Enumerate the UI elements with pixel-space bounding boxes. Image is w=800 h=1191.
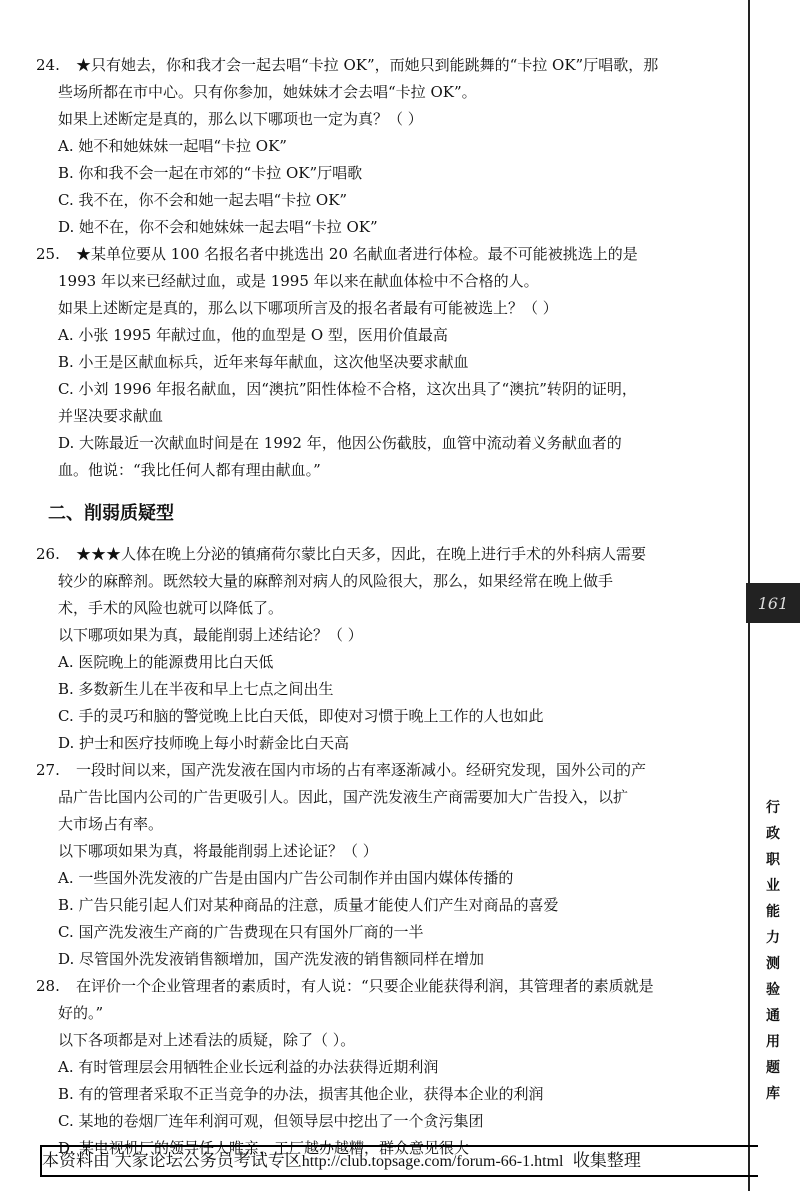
- question-text: C. 手的灵巧和脑的警觉晚上比白天低，即使对习惯于晚上工作的人也如此: [58, 707, 544, 725]
- questions-content: [36, 52, 736, 1162]
- question-text: A. 有时管理层会用牺牲企业长远利益的办法获得近期利润: [58, 1058, 439, 1076]
- question-line: [36, 79, 736, 106]
- question-text: 以下各项都是对上述看法的质疑，除了（ ）。: [58, 1031, 356, 1049]
- footer-text: 本资料由 大家论坛公务员考试专区: [42, 1151, 302, 1170]
- question: [36, 757, 736, 973]
- question-text: A. 小张 1995 年献过血，他的血型是 O 型，医用价值最高: [58, 326, 448, 344]
- question-line: [36, 187, 736, 214]
- question-text: D. 护士和医疗技师晚上每小时薪金比白天高: [58, 734, 350, 752]
- question-text: 好的。”: [58, 1004, 104, 1022]
- questions-block-2: [36, 541, 736, 1162]
- question-text: A. 她不和她妹妹一起唱“卡拉 OK”: [58, 137, 287, 155]
- question-text: D. 尽管国外洗发液销售额增加，国产洗发液的销售额同样在增加: [58, 950, 485, 968]
- question-text: 在评价一个企业管理者的素质时，有人说：“只要企业能获得利润，其管理者的素质就是: [76, 977, 654, 995]
- question-text: 品广告比国内公司的广告更吸引人。因此，国产洗发液生产商需要加大广告投入，以扩: [58, 788, 629, 806]
- footer-banner: [40, 1145, 758, 1177]
- question-stem-line: [36, 52, 736, 79]
- question-number: 28.: [36, 977, 60, 995]
- question-line: [36, 568, 736, 595]
- question-line: [36, 649, 736, 676]
- question-number: 25.: [36, 245, 60, 263]
- question-line: [36, 892, 736, 919]
- question-line: [36, 160, 736, 187]
- question-line: [36, 1081, 736, 1108]
- question-text: A. 一些国外洗发液的广告是由国内广告公司制作并由国内媒体传播的: [58, 869, 514, 887]
- question-text: 以下哪项如果为真，最能削弱上述结论？（ ）: [58, 626, 363, 644]
- question-text: C. 我不在，你不会和她一起去唱“卡拉 OK”: [58, 191, 348, 209]
- question-line: [36, 1108, 736, 1135]
- question-text: B. 广告只能引起人们对某种商品的注意，质量才能使人们产生对商品的喜爱: [58, 896, 559, 914]
- side-title: 行 政 职 业 能 力 测 验 通 用 题 库: [766, 800, 780, 1102]
- footer-url[interactable]: http://club.topsage.com/forum-66-1.html: [301, 1153, 564, 1170]
- question-text: 术，手术的风险也就可以降低了。: [58, 599, 284, 617]
- question-text: C. 小刘 1996 年报名献血，因“澳抗”阳性体检不合格，这次出具了“澳抗”转阴的证明，: [58, 380, 637, 398]
- question-text: ★只有她去，你和我才会一起去唱“卡拉 OK”，而她只到能跳舞的“卡拉 OK”厅唱歌，那: [76, 56, 659, 74]
- question-text: 如果上述断定是真的，那么以下哪项所言及的报名者最有可能被选上？（ ）: [58, 299, 558, 317]
- question-line: [36, 865, 736, 892]
- question-stem-line: [36, 241, 736, 268]
- question-text: 较少的麻醉剂。既然较大量的麻醉剂对病人的风险很大，那么，如果经常在晚上做手: [58, 572, 614, 590]
- question-line: [36, 838, 736, 865]
- question-line: [36, 919, 736, 946]
- question-text: ★某单位要从 100 名报名者中挑选出 20 名献血者进行体检。最不可能被挑选上的是: [76, 245, 638, 263]
- question-text: B. 多数新生儿在半夜和早上七点之间出生: [58, 680, 334, 698]
- question-line: [36, 457, 736, 484]
- question-line: [36, 1054, 736, 1081]
- question-text: ★★★人体在晚上分泌的镇痛荷尔蒙比白天多，因此，在晚上进行手术的外科病人需要: [76, 545, 647, 563]
- question-text: 些场所都在市中心。只有你参加，她妹妹才会去唱“卡拉 OK”。: [58, 83, 477, 101]
- question-line: [36, 784, 736, 811]
- question-stem-line: [36, 973, 736, 1000]
- question-line: [36, 376, 736, 403]
- question-stem-line: [36, 541, 736, 568]
- page-number-tab: 161: [746, 583, 800, 623]
- question-line: [36, 622, 736, 649]
- question-text: A. 医院晚上的能源费用比白天低: [58, 653, 274, 671]
- question-number: 27.: [36, 761, 60, 779]
- question-line: [36, 1000, 736, 1027]
- question-text: C. 某地的卷烟厂连年利润可观，但领导层中挖出了一个贪污集团: [58, 1112, 484, 1130]
- question-line: [36, 268, 736, 295]
- question-line: [36, 430, 736, 457]
- questions-block-1: [36, 52, 736, 484]
- question-line: [36, 595, 736, 622]
- question-line: [36, 349, 736, 376]
- question-text: D. 某电视机厂的领导任人唯亲，工厂越办越糟，群众意见很大: [58, 1139, 470, 1157]
- question-line: [36, 106, 736, 133]
- question-stem-line: [36, 757, 736, 784]
- question-text: 大市场占有率。: [58, 815, 164, 833]
- question-text: D. 大陈最近一次献血时间是在 1992 年，他因公伤截肢，血管中流动着义务献血者的: [58, 434, 622, 452]
- question-line: [36, 811, 736, 838]
- question-line: [36, 946, 736, 973]
- question-line: [36, 1027, 736, 1054]
- question-text: B. 小王是区献血标兵，近年来每年献血，这次他坚决要求献血: [58, 353, 469, 371]
- question-line: [36, 703, 736, 730]
- question: [36, 241, 736, 484]
- question-text: 血。他说：“我比任何人都有理由献血。”: [58, 461, 321, 479]
- question-text: B. 有的管理者采取不正当竞争的办法，损害其他企业，获得本企业的利润: [58, 1085, 544, 1103]
- question-text: 以下哪项如果为真，将最能削弱上述论证？（ ）: [58, 842, 378, 860]
- question-text: 1993 年以来已经献过血，或是 1995 年以来在献血体检中不合格的人。: [58, 272, 539, 290]
- question-line: [36, 133, 736, 160]
- question-text: 一段时间以来，国产洗发液在国内市场的占有率逐渐减小。经研究发现，国外公司的产: [76, 761, 647, 779]
- question-number: 24.: [36, 56, 60, 74]
- question: [36, 973, 736, 1162]
- footer-suffix: 收集整理: [572, 1151, 641, 1170]
- question-text: B. 你和我不会一起在市郊的“卡拉 OK”厅唱歌: [58, 164, 363, 182]
- question-line: [36, 403, 736, 430]
- question-number: 26.: [36, 545, 60, 563]
- question-text: 并坚决要求献血: [58, 407, 164, 425]
- question-text: D. 她不在，你不会和她妹妹一起去唱“卡拉 OK”: [58, 218, 378, 236]
- question: [36, 52, 736, 241]
- question-line: [36, 676, 736, 703]
- question-text: C. 国产洗发液生产商的广告费现在只有国外厂商的一半: [58, 923, 424, 941]
- question-line: [36, 730, 736, 757]
- question: [36, 541, 736, 757]
- question-text: 如果上述断定是真的，那么以下哪项也一定为真？（ ）: [58, 110, 423, 128]
- question-line: [36, 214, 736, 241]
- question-line: [36, 322, 736, 349]
- question-line: [36, 295, 736, 322]
- section-heading: 二、削弱质疑型: [48, 503, 174, 524]
